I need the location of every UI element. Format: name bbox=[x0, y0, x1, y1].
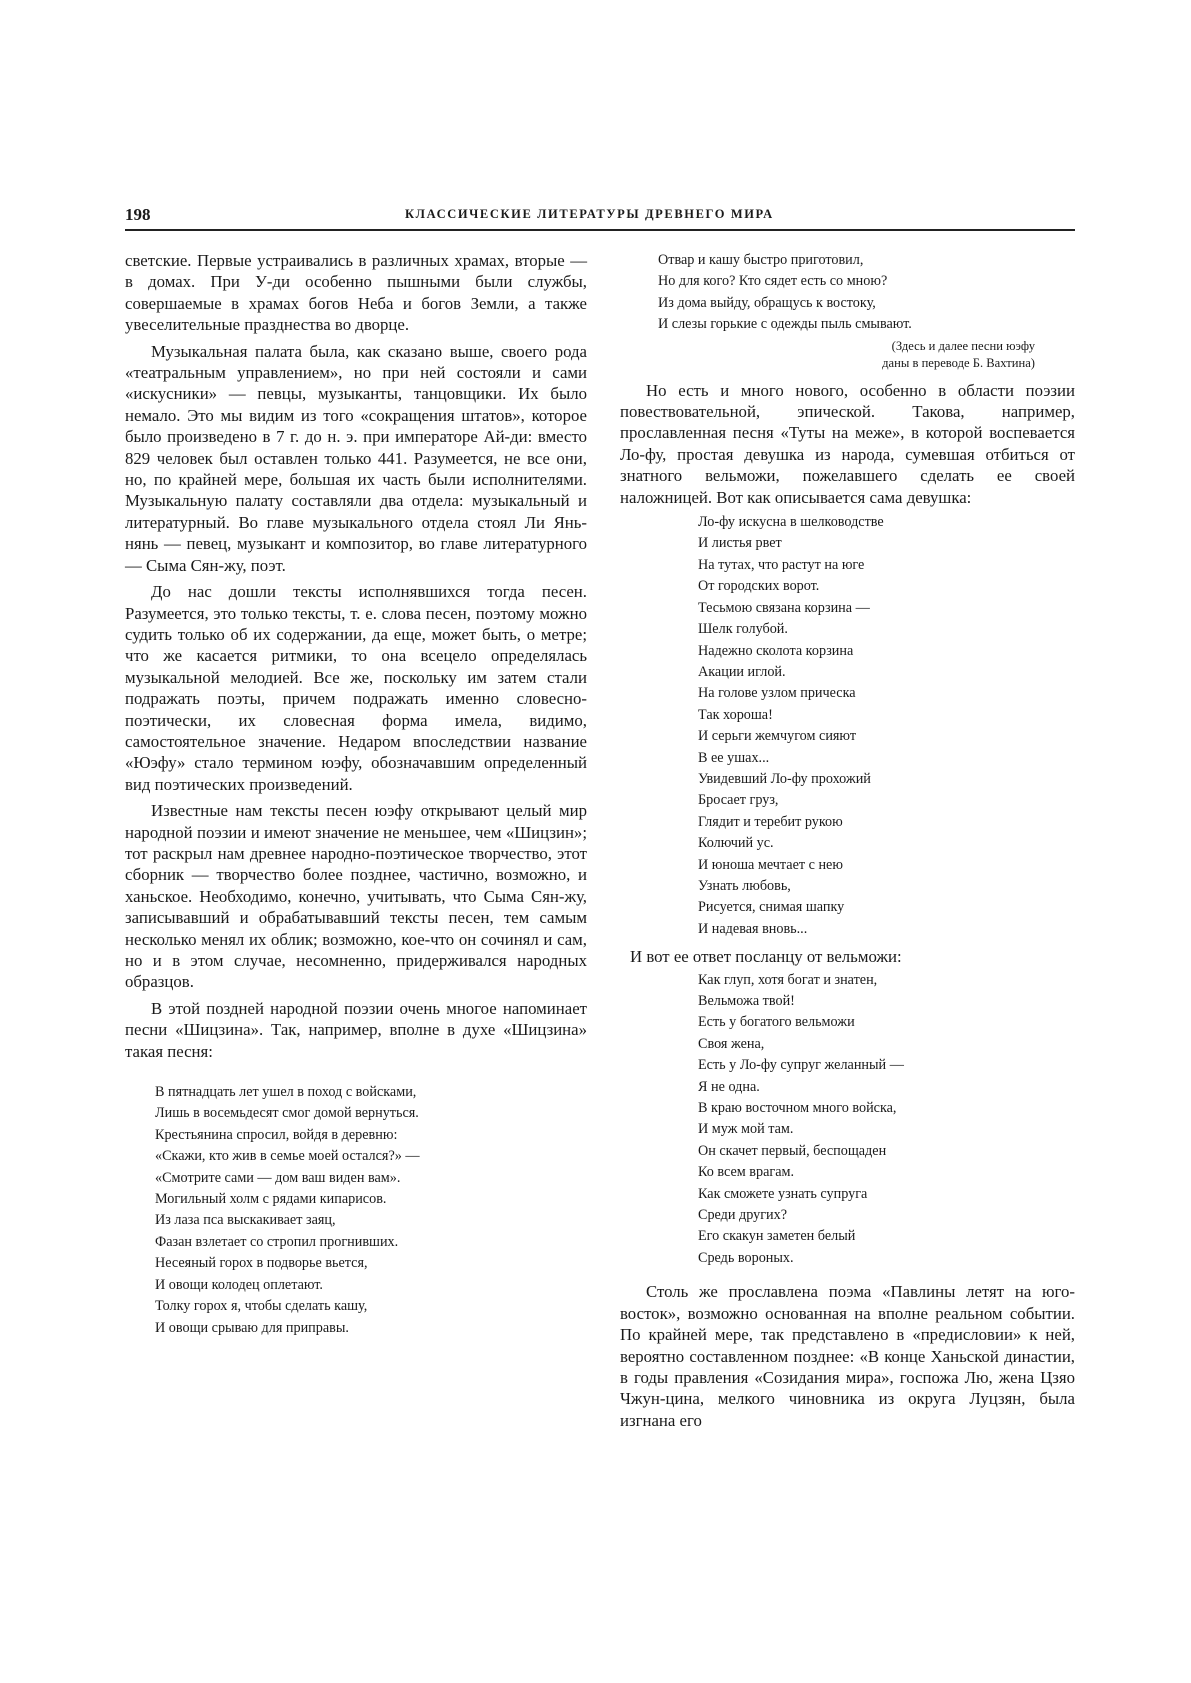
verse-line: Рисуется, снимая шапку bbox=[698, 899, 845, 916]
verse-line: Толку горох я, чтобы сделать кашу, bbox=[155, 1298, 368, 1315]
verse-line: Своя жена, bbox=[698, 1035, 765, 1052]
poem-fifteen-years bbox=[125, 1082, 587, 1339]
verse-line: Его скакун заметен белый bbox=[698, 1228, 856, 1245]
verse-line: Я не одна. bbox=[698, 1078, 760, 1095]
verse-line: Средь вороных. bbox=[698, 1249, 794, 1266]
translator-note bbox=[620, 338, 1075, 372]
verse-line: Надежно сколота корзина bbox=[698, 642, 854, 659]
page-header bbox=[125, 205, 1075, 225]
verse-line: Шелк голубой. bbox=[698, 621, 788, 638]
verse-line: В краю восточном много войска, bbox=[698, 1100, 897, 1117]
header-rule bbox=[125, 229, 1075, 231]
poem-reply bbox=[620, 970, 1075, 1270]
page-number: 198 bbox=[125, 205, 151, 224]
paragraph: Известные нам тексты песен юэфу открывают целый мир народной поэзии и имеют значение не меньшее, чем «Шицзин»; тот раскрыл нам древнее народно-поэтическое творчество, этот сборник — творчество более позднее, частично, возможно, и ханьское. Необходимо, конечно, учитывать, что Сыма Сян-жу, записывавший и обрабатывавший тексты песен, тем самым несколько менял их облик; возможно, кое-что он сочинял и сам, но и в этом случае, несомненно, придерживался народных образцов. bbox=[125, 801, 587, 992]
verse-line: Как сможете узнать супруга bbox=[698, 1185, 868, 1202]
verse-line: Бросает груз, bbox=[698, 792, 779, 809]
poem-fifteen-years-continued bbox=[620, 250, 1075, 336]
paragraph: И вот ее ответ посланцу от вельможи: bbox=[630, 947, 902, 967]
note-line: даны в переводе Б. Вахтина) bbox=[882, 355, 1035, 370]
paragraph: Музыкальная палата была, как сказано выше, своего рода «театральным управлением», но при ней состояли и сами «искусники» — певцы, музыканты, танцовщики. Их было немало. Это мы видим из того «сокращения штатов», которое было произведено в 7 г. до н. э. при императоре Ай-ди: вместо 829 человек был оставлен только 441. Разумеется, не все они, но, по крайней мере, большая их часть были исполнителями. Музыкальную палату составляли два отдела: музыкальный и литературный. Во главе музыкального отдела стоял Ли Янь-нянь — певец, музыкант и композитор, во главе литературного — Сыма Сян-жу, поэт. bbox=[125, 341, 587, 575]
verse-line: Так хороша! bbox=[698, 706, 773, 723]
verse-line: И муж мой там. bbox=[698, 1121, 794, 1138]
verse-line: Лишь в восемьдесят смог домой вернуться. bbox=[155, 1105, 419, 1122]
paragraph: До нас дошли тексты исполнявшихся тогда песен. Разумеется, это только тексты, т. е. слова песен, поэтому можно судить только об их содержании, да еще, может быть, о метре; что же касается ритмики, то она всецело определялась музыкальной мелодией. Все же, поскольку им затем стали подражать поэты, причем подражать именно словесно-поэтически, их словесная форма имела, видимо, самостоятельное значение. Недаром впоследствии название «Юэфу» стало термином юэфу, обозначавшим определенный вид поэтических произведений. bbox=[125, 582, 587, 794]
verse-line: И листья рвет bbox=[698, 535, 782, 552]
verse-line: Из дома выйду, обращусь к востоку, bbox=[658, 294, 876, 311]
verse-line: На голове узлом прическа bbox=[698, 685, 856, 702]
verse-line: Увидевший Ло-фу прохожий bbox=[698, 770, 871, 787]
verse-line: Среди других? bbox=[698, 1207, 788, 1224]
verse-line: В ее ушах... bbox=[698, 749, 770, 766]
verse-line: Тесьмою связана корзина — bbox=[698, 599, 870, 616]
note-line: (Здесь и далее песни юэфу bbox=[891, 338, 1035, 353]
verse-line: Как глуп, хотя богат и знатен, bbox=[698, 971, 878, 988]
verse-line: Узнать любовь, bbox=[698, 877, 791, 894]
verse-line: И слезы горькие с одежды пыль смывают. bbox=[658, 316, 912, 333]
verse-line: Колючий ус. bbox=[698, 835, 774, 852]
verse-line: Крестьянина спросил, войдя в деревню: bbox=[155, 1126, 398, 1143]
paragraph: светские. Первые устраивались в различных храмах, вторые — в домах. При У-ди особенно пышными были службы, совершаемые в храмах богов Неба и богов Земли, а также увеселительные празднества во дворце. bbox=[125, 251, 587, 335]
left-column bbox=[125, 250, 587, 1339]
running-title: КЛАССИЧЕСКИЕ ЛИТЕРАТУРЫ ДРЕВНЕГО МИРА bbox=[405, 207, 774, 221]
verse-line: Глядит и теребит рукою bbox=[698, 813, 843, 830]
verse-line: Но для кого? Кто сядет есть со мною? bbox=[658, 273, 888, 290]
verse-line: И овощи срываю для приправы. bbox=[155, 1319, 349, 1336]
verse-line: «Скажи, кто жив в семье моей остался?» — bbox=[155, 1148, 420, 1165]
verse-line: Ко всем врагам. bbox=[698, 1164, 795, 1181]
paragraph: Но есть и много нового, особенно в области поэзии повествовательной, эпической. Такова, например, прославленная песня «Туты на меже», в которой воспевается Ло-фу, простая девушка из народа, сумевшая отбиться от знатного вельможи, пожелавшего сделать ее своей наложницей. Вот как описывается сама девушка: bbox=[620, 380, 1075, 507]
verse-line: Могильный холм с рядами кипарисов. bbox=[155, 1191, 387, 1208]
verse-line: Из лаза пса выскакивает заяц, bbox=[155, 1212, 336, 1229]
verse-line: Ло-фу искусна в шелководстве bbox=[698, 514, 884, 531]
verse-line: Есть у богатого вельможи bbox=[698, 1014, 855, 1031]
verse-line: Вельможа твой! bbox=[698, 993, 795, 1009]
verse-line: Несеяный горох в подворье вьется, bbox=[155, 1255, 368, 1272]
right-column bbox=[620, 250, 1075, 1431]
verse-line: В пятнадцать лет ушел в поход с войсками, bbox=[155, 1084, 417, 1101]
verse-line: И серьги жемчугом сияют bbox=[698, 728, 857, 745]
verse-line: И юноша мечтает с нею bbox=[698, 856, 843, 873]
verse-line: От городских ворот. bbox=[698, 578, 820, 595]
paragraph: Столь же прославлена поэма «Павлины летят на юго-восток», возможно основанная на вполне реальном событии. По крайней мере, так представлено в «предисловии» к ней, вероятно составленном позднее: «В конце Ханьской династии, в годы правления «Созидания мира», госпожа Лю, жена Цзяо Чжун-цина, мелкого чиновника из округа Луцзян, была изгнана его bbox=[620, 1282, 1075, 1430]
verse-line: Он скачет первый, беспощаден bbox=[698, 1142, 887, 1159]
verse-line: Отвар и кашу быстро приготовил, bbox=[658, 252, 864, 268]
verse-line: И овощи колодец оплетают. bbox=[155, 1276, 323, 1293]
verse-line: И надевая вновь... bbox=[698, 920, 808, 937]
verse-line: На тутах, что растут на юге bbox=[698, 556, 865, 573]
verse-line: «Смотрите сами — дом ваш виден вам». bbox=[155, 1169, 401, 1186]
verse-line: Есть у Ло-фу супруг желанный — bbox=[698, 1057, 904, 1074]
verse-line: Фазан взлетает со стропил прогнивших. bbox=[155, 1233, 399, 1250]
paragraph: В этой поздней народной поэзии очень многое напоминает песни «Шицзина». Так, например, вполне в духе «Шицзина» такая песня: bbox=[125, 998, 587, 1061]
verse-line: Акации иглой. bbox=[698, 663, 786, 680]
poem-mulberries bbox=[620, 512, 1075, 940]
